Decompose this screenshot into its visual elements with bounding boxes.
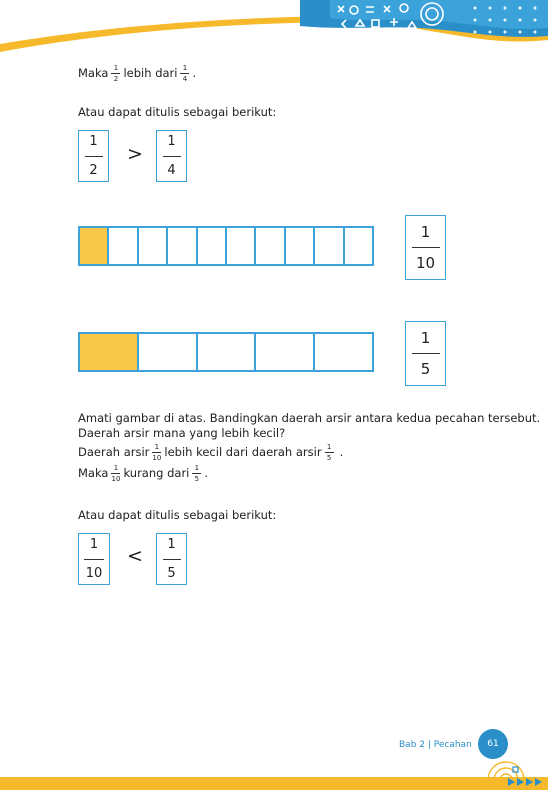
- strip-cell: [168, 228, 197, 264]
- chapter-label: Bab 2 | Pecahan: [399, 740, 472, 750]
- comparison-box-quarter: [156, 130, 187, 182]
- strip-cell: [198, 334, 257, 370]
- statement-tenth-less: [78, 464, 208, 483]
- fraction-numerator: 1: [182, 64, 188, 72]
- fraction-fifth: [192, 464, 201, 483]
- fraction-strip-tenths: [78, 226, 374, 266]
- statement-prefix: Maka: [78, 466, 109, 480]
- strip-cell: [139, 228, 168, 264]
- fraction-numerator: 1: [194, 464, 200, 472]
- strip-cell: [227, 228, 256, 264]
- fraction-denominator: 5: [326, 454, 332, 462]
- statement-middle: lebih dari: [123, 66, 178, 80]
- shaded-cell: [80, 334, 139, 370]
- statement-half-greater: [78, 64, 196, 83]
- strip-cell: [315, 228, 344, 264]
- written-as-text-2: Atau dapat ditulis sebagai berikut:: [78, 508, 277, 522]
- observe-instruction: Amati gambar di atas. Bandingkan daerah arsir antara kedua pecahan tersebut.: [78, 411, 541, 425]
- fraction-denominator: 10: [85, 565, 103, 581]
- shaded-cell: [80, 228, 109, 264]
- greater-than-symbol: >: [127, 143, 143, 165]
- strip-cell: [256, 228, 285, 264]
- fraction-denominator: 4: [182, 75, 188, 83]
- written-as-text-1: Atau dapat ditulis sebagai berikut:: [78, 105, 277, 119]
- fraction-tenth: [152, 443, 161, 462]
- fraction-denominator: 4: [167, 162, 176, 178]
- fraction-numerator: 1: [420, 329, 431, 347]
- strip-cell: [345, 228, 372, 264]
- less-than-symbol: <: [127, 545, 143, 567]
- page-number: 61: [478, 729, 508, 759]
- comparison-box-tenth: [78, 533, 110, 585]
- fraction-denominator: 10: [152, 454, 162, 462]
- comparison-box-fifth: [156, 533, 187, 585]
- fraction-strip-fifths: [78, 332, 374, 372]
- strip-cell: [198, 228, 227, 264]
- header-decoration: [0, 0, 548, 60]
- fraction-denominator: 10: [415, 254, 436, 272]
- statement-middle: lebih kecil dari daerah arsir: [164, 445, 322, 459]
- label-box-tenth: [405, 215, 446, 280]
- fraction-half: [111, 64, 120, 83]
- fraction-denominator: 5: [420, 360, 431, 378]
- comparison-box-half: [78, 130, 109, 182]
- strip-cell: [315, 334, 372, 370]
- statement-end: .: [192, 66, 197, 80]
- statement-end: .: [204, 466, 209, 480]
- strip-cell: [139, 334, 198, 370]
- fraction-numerator: 1: [113, 464, 119, 472]
- strip-cell: [109, 228, 138, 264]
- footer-decoration: [0, 748, 548, 790]
- label-box-fifth: [405, 321, 446, 386]
- strip-cell: [286, 228, 315, 264]
- statement-end: .: [339, 445, 344, 459]
- statement-prefix: Daerah arsir: [78, 445, 150, 459]
- statement-shaded-smaller: [78, 443, 343, 462]
- fraction-numerator: 1: [113, 64, 119, 72]
- question-text: Daerah arsir mana yang lebih kecil?: [78, 426, 286, 440]
- strip-cell: [256, 334, 315, 370]
- fraction-numerator: 1: [154, 443, 160, 451]
- fraction-quarter: [180, 64, 189, 83]
- fraction-denominator: 5: [194, 475, 200, 483]
- fraction-denominator: 5: [167, 565, 176, 581]
- fraction-fifth: [325, 443, 334, 462]
- fraction-numerator: 1: [326, 443, 332, 451]
- fraction-numerator: 1: [89, 133, 98, 149]
- fraction-tenth: [111, 464, 120, 483]
- statement-middle: kurang dari: [123, 466, 190, 480]
- fraction-denominator: 10: [111, 475, 121, 483]
- fraction-numerator: 1: [89, 536, 99, 552]
- fraction-numerator: 1: [167, 133, 176, 149]
- statement-prefix: Maka: [78, 66, 109, 80]
- fraction-denominator: 2: [113, 75, 119, 83]
- fraction-numerator: 1: [420, 223, 431, 241]
- fraction-numerator: 1: [167, 536, 176, 552]
- fraction-denominator: 2: [89, 162, 98, 178]
